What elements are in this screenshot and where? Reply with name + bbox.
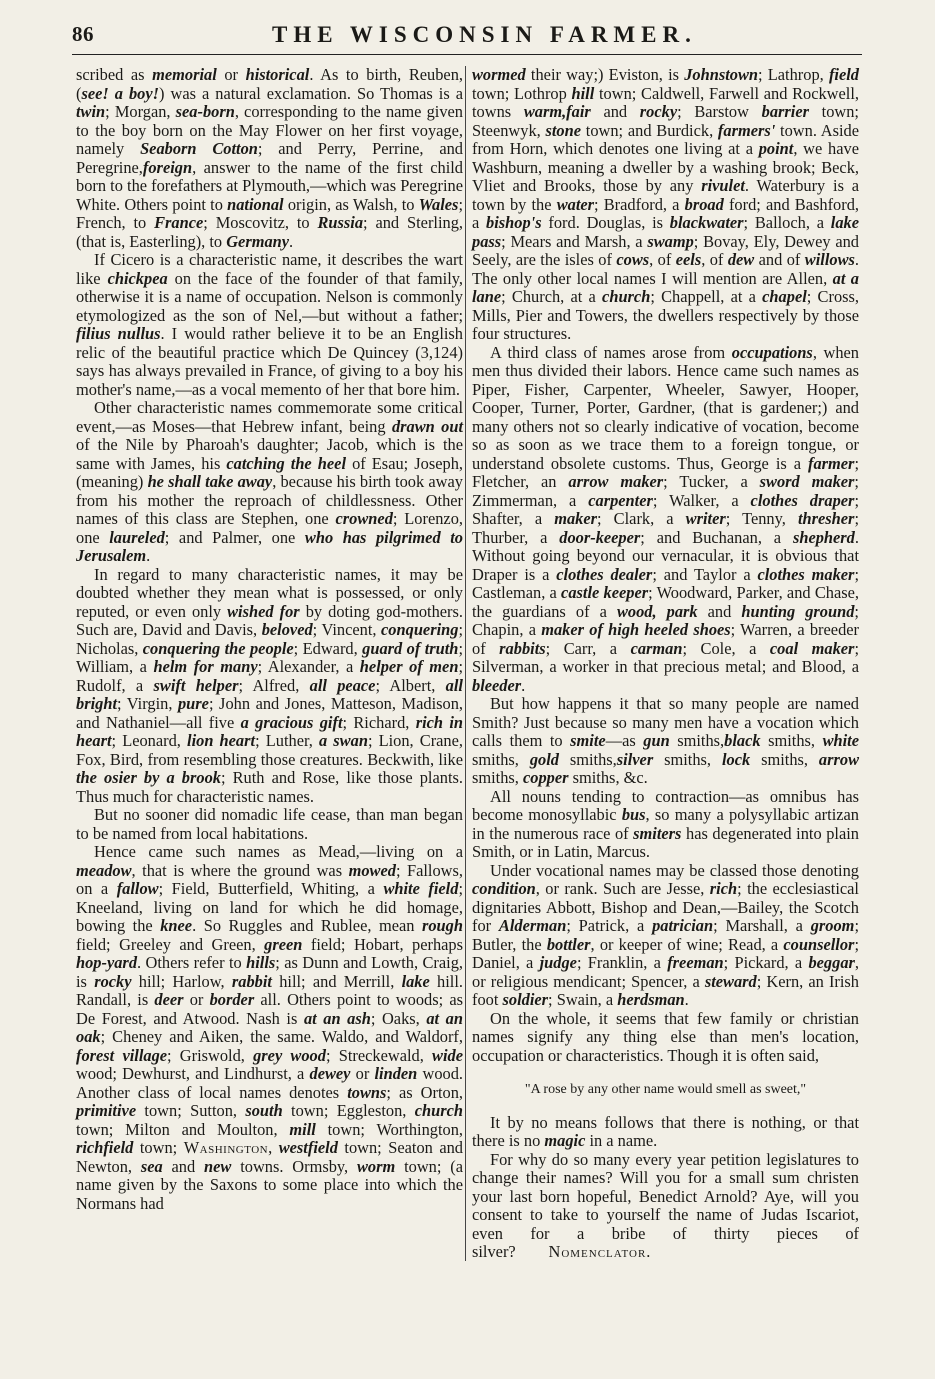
right-column [472, 66, 859, 1262]
paragraph: Under vocational names may be classed those denoting condition, or rank. Such are Jesse, rich; the ecclesiastical dignitaries Abbott, Bishop and Dean,—Bailey, the Scotch for Alderman; Patrick, a patrician; Marshall, a groom; Butler, the bottler, or keeper of wine; Read, a counsellor; Daniel, a judge; Franklin, a freeman; Pickard, a beggar, or religious mendicant; Spencer, a steward; Kern, an Irish foot soldier; Swain, a herdsman. [472, 860, 859, 1009]
paragraph: It by no means follows that there is nothing, or that there is no magic in a name. [472, 1112, 859, 1150]
article-body [72, 66, 867, 1266]
paragraph: On the whole, it seems that few family or christian names signify any thing else than men's location, occupation or characteristics. Though it is often said, [472, 1008, 859, 1065]
paragraph: In regard to many characteristic names, it may be doubted whether they mean what is possessed, or only reputed, or even only wished for by doting god-mothers. Such are, David and Davis, beloved; Vincent, conquering; Nicholas, conquering the people; Edward, guard of truth; William, a helm for many; Alexander, a helper of men; Rudolf, a swift helper; Alfred, all peace; Albert, all bright; Virgin, pure; John and Jones, Matteson, Madison, and Nathaniel—all five a gracious gift; Richard, rich in heart; Leonard, lion heart; Luther, a swan; Lion, Crane, Fox, Bird, from resembling those creatures. Beckwith, like the osier by a brook; Ruth and Rose, like those plants. Thus much for characteristic names. [76, 564, 464, 806]
column-divider [465, 66, 466, 1261]
paragraph: All nouns tending to contraction—as omnibus has become monosyllabic bus, so many a polysyllabic artizan in the numerous race of smiters has degenerated into plain Smith, or in Latin, Marcus. [472, 786, 859, 861]
paragraph: Hence came such names as Mead,—living on a meadow, that is where the ground was mowed; Fallows, on a fallow; Field, Butterfield, Whiting, a white field; Kneeland, living on land for which he did homage, bowing the knee. So Ruggles and Rublee, mean rough field; Greeley and Green, green field; Hobart, perhaps hop-yard. Others refer to hills; as Dunn and Lowth, Craig, is rocky hill; Harlow, rabbit hill; and Merrill, lake hill. Randall, is deer or border all. Others point to woods; as De Forest, and Atwood. Nash is at an ash; Oaks, at an oak; Cheney and Aiken, the same. Waldo, and Waldorf, forest village; Griswold, grey wood; Streckewald, wide wood; Dewhurst, and Lindhurst, a dewey or linden wood. Another class of local names denotes towns; as Orton, primitive town; Sutton, south town; Eggleston, church town; Milton and Moulton, mill town; Worthington, richfield town; Washington, westfield town; Seaton and Newton, sea and new towns. Ormsby, worm town; (a name given by the Saxons to some place into which the Normans had [76, 842, 464, 1213]
paragraph: Other characteristic names commemorate some critical event,—as Moses—that Hebrew infant, being drawn out of the Nile by Pharoah's daughter; Jacob, which is the same with James, his catching the heel of Esau; Joseph, (meaning) he shall take away, because his birth took away from his mother the reproach of childlessness. Other names of this class are Stephen, one crowned; Lorenzo, one laureled; and Palmer, one who has pilgrimed to Jerusalem. [76, 398, 464, 565]
paragraph: scribed as memorial or historical. As to birth, Reuben, (see! a boy!) was a natural exclamation. So Thomas is a twin; Morgan, sea-born, corresponding to the name given to the boy born on the May Flower on her first voyage, namely Seaborn Cotton; and Perry, Perrine, and Peregrine,foreign, answer to the name of the first child born to the forefathers at Plymouth,—which was Peregrine White. Others point to national origin, as Walsh, to Wales; French, to France; Moscovitz, to Russia; and Sterling, (that is, Easterling), to Germany. [76, 65, 464, 251]
author-signature: Nomenclator. [548, 1242, 652, 1261]
running-title: THE WISCONSIN FARMER. [272, 22, 697, 47]
block-quote: "A rose by any other name would smell as sweet," [524, 1082, 807, 1097]
left-column [76, 66, 463, 1213]
paragraph [472, 1151, 859, 1262]
page-header [72, 18, 862, 55]
paragraph: A third class of names arose from occupations, when men thus divided their labors. Hence came such names as Piper, Fisher, Carpenter, Wheeler, Sawyer, Hooper, Cooper, Turner, Porter, Gardner, (that is gardener;) and many others not so clearly indicative of vocation, become so as soon as we trace them to a foreign tongue, or understand obsolete customs. Thus, George is a farmer; Fletcher, an arrow maker; Tucker, a sword maker; Zimmerman, a carpenter; Walker, a clothes draper; Shafter, a maker; Clark, a writer; Tenny, thresher; Thurber, a door-keeper; and Buchanan, a shepherd. Without going beyond our vernacular, it is obvious that Draper is a clothes dealer; and Taylor a clothes maker; Castleman, a castle keeper; Woodward, Parker, and Chase, the guardians of a wood, park and hunting ground; Chapin, a maker of high heeled shoes; Warren, a breeder of rabbits; Carr, a carman; Cole, a coal maker; Silverman, a worker in that precious metal; and Blood, a bleeder. [472, 342, 860, 695]
paragraph: wormed their way;) Eviston, is Johnstown; Lathrop, field town; Lothrop hill town; Caldwell, Farwell and Rockwell, towns warm,fair and rocky; Barstow barrier town; Steenwyk, stone town; and Burdick, farmers' town. Aside from Horn, which denotes one living at a point, we have Washburn, meaning a dweller by a washing brook; Beck, Vliet and Brooks, those by any rivulet. Waterbury is a town by the water; Bradford, a broad ford; and Bashford, a bishop's ford. Douglas, is blackwater; Balloch, a lake pass; Mears and Marsh, a swamp; Bovay, Ely, Dewey and Seely, are the isles of cows, of eels, of dew and of willows. The only other local names I will mention are Allen, at a lane; Church, at a church; Chappell, at a chapel; Cross, Mills, Pier and Towers, the dwellers respectively by those four structures. [472, 65, 860, 343]
page-number: 86 [72, 22, 94, 46]
paragraph: But no sooner did nomadic life cease, than man began to be named from local habitations. [76, 805, 463, 843]
paragraph: If Cicero is a characteristic name, it describes the wart like chickpea on the face of the founder of that family, otherwise it is a name of occupation. Nelson is commonly etymologized as the son of Nel,—but without a father; filius nullus. I would rather believe it to be an English relic of the beautiful practice which De Quincey (3,124) says has always prevailed in France, of giving to a boy his mother's name,—as a vocal memento of her that bore him. [76, 250, 463, 399]
paragraph-text: For why do so many every year petition legislatures to change their names? Will you for a small sum christen your last born hopeful, Benedict Arnold? Aye, will you consent to take to yourself the name of Judas Iscariot, even for a bribe of thirty pieces of silver? [472, 1149, 859, 1261]
paragraph: But how happens it that so many people are named Smith? Just because so many men have a vocation which calls them to smite—as gun smiths,black smiths, white smiths, gold smiths,silver smiths, lock smiths, arrow smiths, copper smiths, &c. [472, 694, 860, 787]
